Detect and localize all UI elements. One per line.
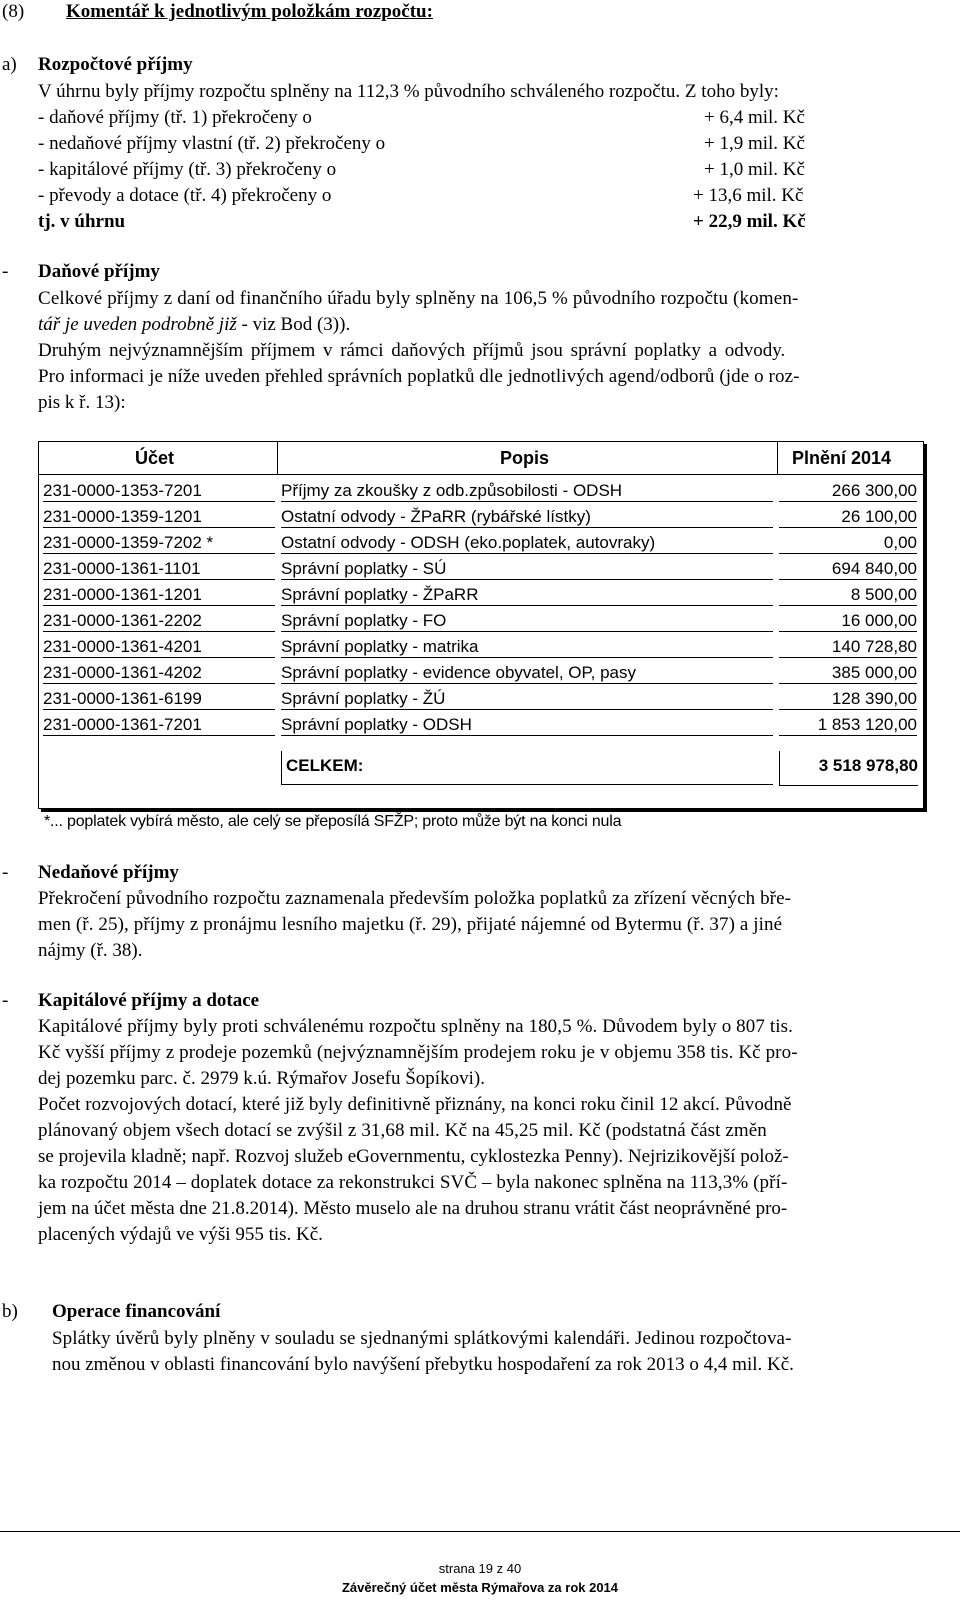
cell-amount: 128 390,00 [779, 688, 917, 710]
revenue-line-label: - daňové příjmy (tř. 1) překročeny o [38, 107, 312, 128]
capital-revenue-text: placených výdajů ve výši 955 tis. Kč. [38, 1224, 323, 1245]
capital-revenue-text: dej pozemku parc. č. 2979 k.ú. Rýmařov Josefu Šopíkovi). [38, 1068, 485, 1089]
revenue-total-label: tj. v úhrnu [38, 211, 126, 232]
cell-account: 231-0000-1361-2202 [43, 610, 275, 632]
tax-revenue-ref: - viz Bod (3)). [236, 314, 351, 335]
tax-revenue-text [38, 313, 350, 337]
table-header [39, 442, 923, 475]
footer-document-title: Závěrečný účet města Rýmařova za rok 2014 [341, 1580, 619, 1595]
revenue-line-value: + 1,9 mil. Kč [704, 133, 805, 154]
cell-description: Správní poplatky - evidence obyvatel, OP, pasy [281, 662, 773, 684]
table-row [43, 478, 917, 504]
cell-amount: 266 300,00 [779, 480, 917, 502]
footer-rule [0, 1531, 960, 1532]
cell-description: Příjmy za zkoušky z odb.způsobilosti - ODSH [281, 480, 773, 502]
cell-account: 231-0000-1361-4202 [43, 662, 275, 684]
page-number: strana 19 z 40 [438, 1561, 522, 1576]
cell-account: 231-0000-1361-6199 [43, 688, 275, 710]
cell-account: 231-0000-1359-1201 [43, 506, 275, 528]
table-footnote: *... poplatek vybírá město, ale celý se přeposílá SFŽP; proto může být na konci nula [44, 813, 622, 830]
tax-revenue-text: Celkové příjmy z daní od finančního úřadu byly splněny na 106,5 % původního rozpočtu (komen- [38, 288, 799, 309]
cell-description: Správní poplatky - ŽPaRR [281, 584, 773, 606]
table-total-label: CELKEM: [281, 751, 773, 785]
bullet-dash: - [2, 990, 9, 1011]
section-a-mark: a) [2, 54, 17, 75]
revenue-line-value: + 13,6 mil. Kč [693, 185, 804, 206]
cell-description: Ostatní odvody - ODSH (eko.poplatek, autovraky) [281, 532, 773, 554]
table-row [43, 556, 917, 582]
financing-text: nou změnou v oblasti financování bylo navýšení přebytku hospodaření za rok 2013 o 4,4 mil. Kč. [52, 1354, 794, 1375]
nontax-revenue-text: nájmy (ř. 38). [38, 940, 143, 961]
cell-amount: 1 853 120,00 [779, 714, 917, 736]
section-b-mark: b) [2, 1301, 18, 1322]
cell-description: Ostatní odvody - ŽPaRR (rybářské lístky) [281, 506, 773, 528]
tax-revenue-text: Pro informaci je níže uveden přehled správních poplatků dle jednotlivých agend/odborů (jde o roz- [38, 366, 800, 387]
cell-amount: 140 728,80 [779, 636, 917, 658]
page-heading: Komentář k jednotlivým položkám rozpočtu: [66, 1, 433, 22]
table-row [43, 504, 917, 530]
table-row [43, 686, 917, 712]
table-row [43, 530, 917, 556]
tax-revenue-italic: tář je uveden podrobně již [38, 314, 237, 335]
financing-text: Splátky úvěrů byly plněny v souladu se sjednanými splátkovými kalendáři. Jedinou rozpočtova- [52, 1328, 792, 1349]
cell-account: 231-0000-1353-7201 [43, 480, 275, 502]
header-account: Účet [135, 448, 175, 468]
table-total-value: 3 518 978,80 [779, 751, 918, 786]
capital-revenue-text: Počet rozvojových dotací, které již byly definitivně přiznány, na konci roku činil 12 akcí. Původně [38, 1094, 792, 1115]
cell-amount: 385 000,00 [779, 662, 917, 684]
header-fulfillment: Plnění 2014 [792, 448, 892, 468]
cell-account: 231-0000-1359-7202 * [43, 532, 275, 554]
cell-amount: 8 500,00 [779, 584, 917, 606]
section-a-intro: V úhrnu byly příjmy rozpočtu splněny na 112,3 % původního schváleného rozpočtu. Z toho byly: [38, 81, 779, 102]
capital-revenue-text: Kapitálové příjmy byly proti schválenému rozpočtu splněny na 180,5 %. Důvodem byly o 807 tis. [38, 1016, 793, 1037]
header-description: Popis [500, 448, 550, 468]
revenue-line-label: - kapitálové příjmy (tř. 3) překročeny o [38, 159, 337, 180]
cell-account: 231-0000-1361-1101 [43, 558, 275, 580]
capital-revenue-text: ka rozpočtu 2014 – doplatek dotace za rekonstrukci SVČ – byla nakonec splněna na 113,3% (pří- [38, 1172, 788, 1193]
capital-revenue-text: se projevila kladně; např. Rozvoj služeb eGovernmentu, cyklostezka Penny). Nejrizikovější polož- [38, 1146, 789, 1167]
cell-amount: 694 840,00 [779, 558, 917, 580]
capital-revenue-title: Kapitálové příjmy a dotace [38, 990, 260, 1011]
tax-revenue-text: pis k ř. 13): [38, 392, 126, 413]
section-b-title: Operace financování [52, 1301, 221, 1322]
revenue-line-value: + 6,4 mil. Kč [704, 107, 805, 128]
capital-revenue-text: jem na účet města dne 21.8.2014). Město muselo ale na druhou stranu vrátit část neoprávněné pro- [38, 1198, 788, 1219]
section-number: (8) [2, 1, 25, 22]
cell-amount: 16 000,00 [779, 610, 917, 632]
tax-revenue-text: Druhým nejvýznamnějším příjmem v rámci daňových příjmů jsou správní poplatky a odvody. [38, 340, 786, 361]
table-row [43, 582, 917, 608]
cell-description: Správní poplatky - ŽÚ [281, 688, 773, 710]
cell-description: Správní poplatky - FO [281, 610, 773, 632]
revenue-line-label: - převody a dotace (tř. 4) překročeny o [38, 185, 332, 206]
revenue-line-label: - nedaňové příjmy vlastní (tř. 2) překročeny o [38, 133, 386, 154]
capital-revenue-text: Kč vyšší příjmy z prodeje pozemků (nejvýznamnějším prodejem roku je v objemu 358 tis. Kč pro- [38, 1042, 798, 1063]
nontax-revenue-text: men (ř. 25), příjmy z pronájmu lesního majetku (ř. 29), přijaté nájemné od Bytermu (ř. 37) a jiné [38, 914, 783, 935]
cell-amount: 26 100,00 [779, 506, 917, 528]
header-divider [777, 442, 778, 474]
revenue-line-value: + 1,0 mil. Kč [704, 159, 805, 180]
fees-table [38, 441, 924, 809]
bullet-dash: - [2, 261, 9, 282]
cell-amount: 0,00 [779, 532, 917, 554]
cell-description: Správní poplatky - SÚ [281, 558, 773, 580]
cell-account: 231-0000-1361-4201 [43, 636, 275, 658]
nontax-revenue-title: Nedaňové příjmy [38, 862, 179, 883]
table-row [43, 608, 917, 634]
capital-revenue-text: plánovaný objem všech dotací se zvýšil z 31,68 mil. Kč na 45,25 mil. Kč (podstatná část změn [38, 1120, 767, 1141]
cell-description: Správní poplatky - ODSH [281, 714, 773, 736]
cell-account: 231-0000-1361-1201 [43, 584, 275, 606]
table-row [43, 712, 917, 738]
section-a-title: Rozpočtové příjmy [38, 54, 193, 75]
cell-account: 231-0000-1361-7201 [43, 714, 275, 736]
nontax-revenue-text: Překročení původního rozpočtu zaznamenala především položka poplatků za zřízení věcných bře- [38, 888, 792, 909]
header-divider [277, 442, 278, 474]
bullet-dash: - [2, 862, 9, 883]
cell-description: Správní poplatky - matrika [281, 636, 773, 658]
tax-revenue-title: Daňové příjmy [38, 261, 160, 282]
table-row [43, 634, 917, 660]
table-row [43, 660, 917, 686]
revenue-total-value: + 22,9 mil. Kč [693, 211, 806, 232]
